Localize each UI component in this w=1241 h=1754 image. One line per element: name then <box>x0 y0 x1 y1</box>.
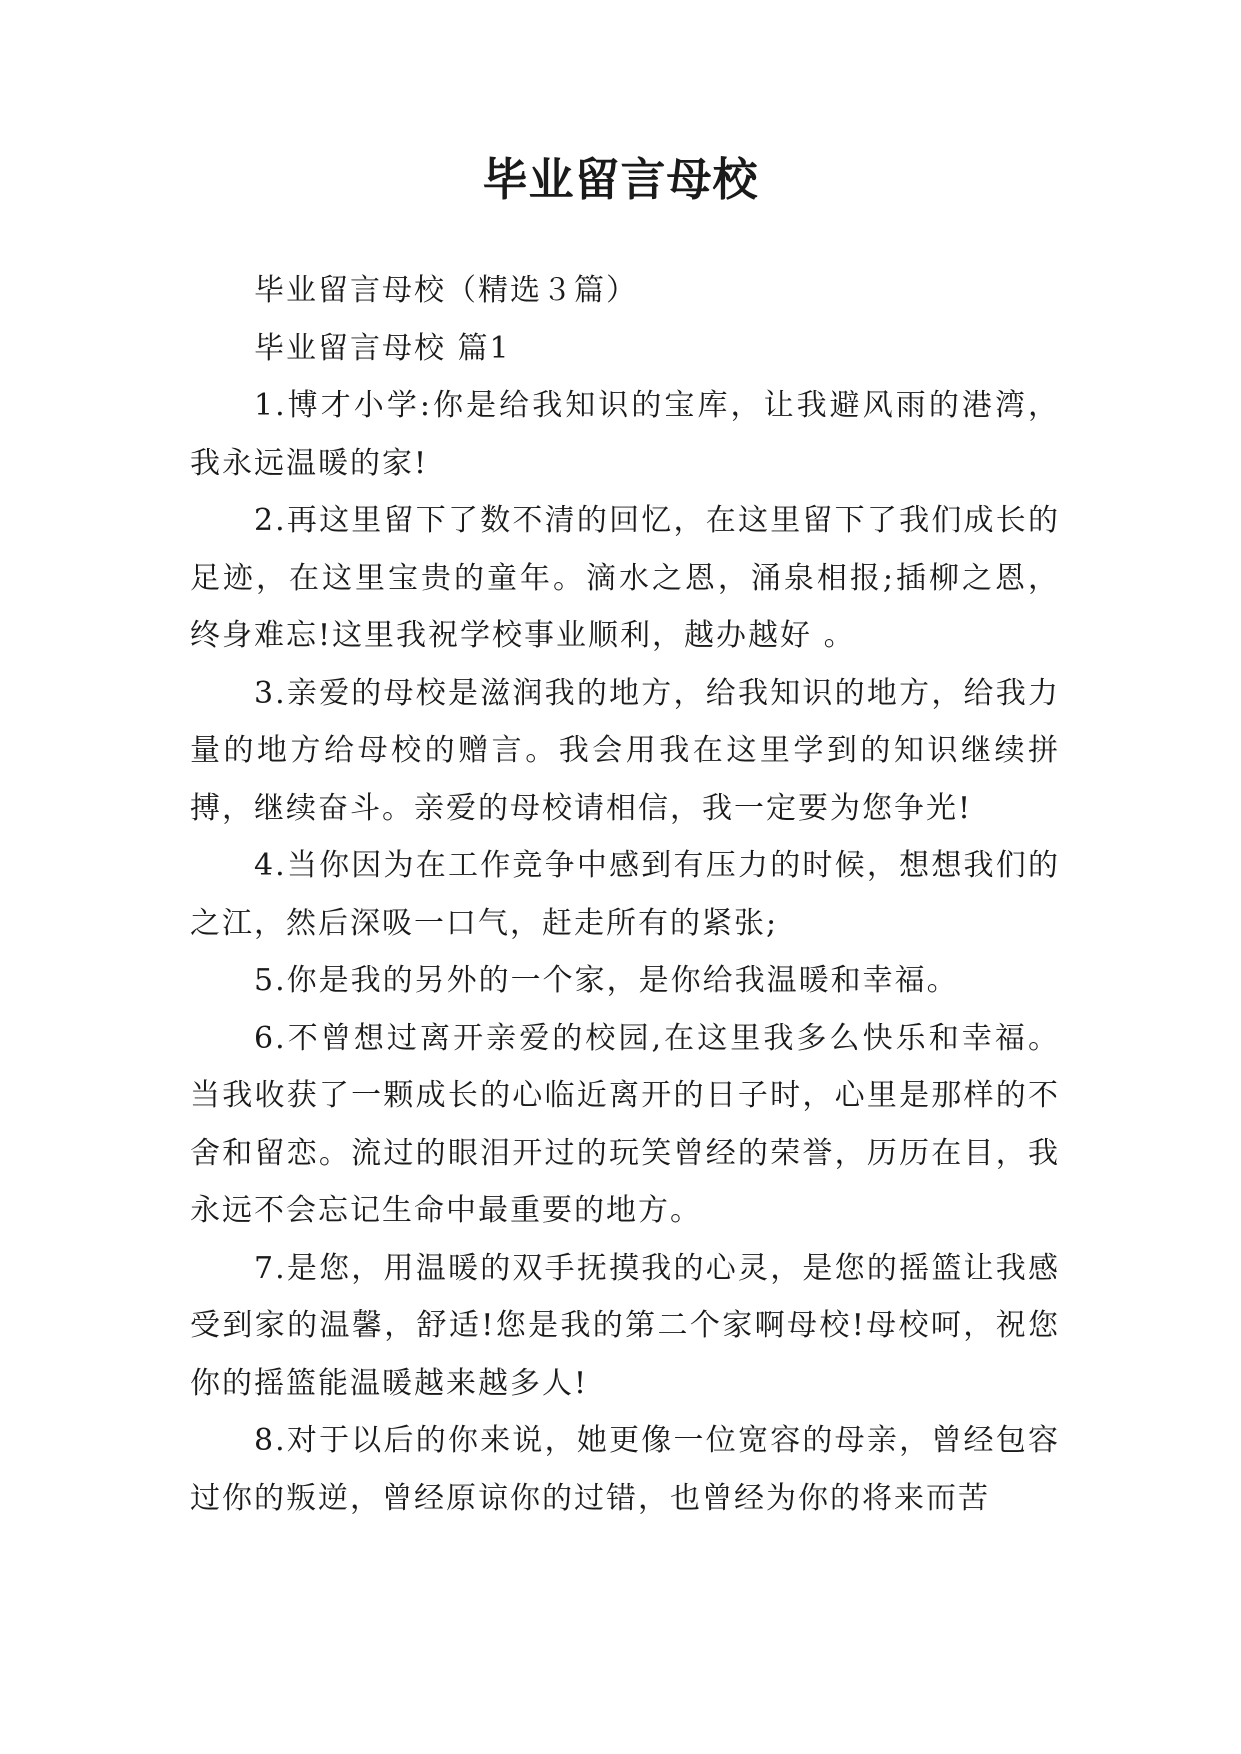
paragraph-5: 5.你是我的另外的一个家，是你给我温暖和幸福。 <box>254 963 959 998</box>
paragraph-1: 1.博才小学:你是给我知识的宝库，让我避风雨的港湾，我永远温暖的家! <box>190 388 1060 481</box>
paragraph-4: 4.当你因为在工作竞争中感到有压力的时候，想想我们的之江，然后深吸一口气，赶走所有的紧张; <box>190 848 1060 941</box>
paragraph-6: 6.不曾想过离开亲爱的校园,在这里我多么快乐和幸福。当我收获了一颗成长的心临近离开的日子时，心里是那样的不舍和留恋。流过的眼泪开过的玩笑曾经的荣誉，历历在目，我永远不会忘记生命中最重要的地方。 <box>190 1020 1060 1228</box>
document-body <box>190 262 1060 1527</box>
document-title: 毕业留言母校 <box>482 153 759 206</box>
paragraph-subtitle: 毕业留言母校（精选３篇） <box>254 273 638 308</box>
paragraph-3: 3.亲爱的母校是滋润我的地方，给我知识的地方，给我力量的地方给母校的赠言。我会用我在这里学到的知识继续拼搏，继续奋斗。亲爱的母校请相信，我一定要为您争光! <box>190 675 1060 826</box>
paragraph-2: 2.再这里留下了数不清的回忆，在这里留下了我们成长的足迹，在这里宝贵的童年。滴水之恩，涌泉相报;插柳之恩，终身难忘!这里我祝学校事业顺利，越办越好 。 <box>190 503 1060 653</box>
paragraph-7: 7.是您，用温暖的双手抚摸我的心灵，是您的摇篮让我感受到家的温馨，舒适!您是我的第二个家啊母校!母校呵，祝您你的摇篮能温暖越来越多人! <box>190 1250 1060 1401</box>
paragraph-section-heading: 毕业留言母校 篇1 <box>254 330 511 366</box>
paragraph-8: 8.对于以后的你来说，她更像一位宽容的母亲，曾经包容过你的叛逆，曾经原谅你的过错，也曾经为你的将来而苦 <box>190 1423 1060 1516</box>
